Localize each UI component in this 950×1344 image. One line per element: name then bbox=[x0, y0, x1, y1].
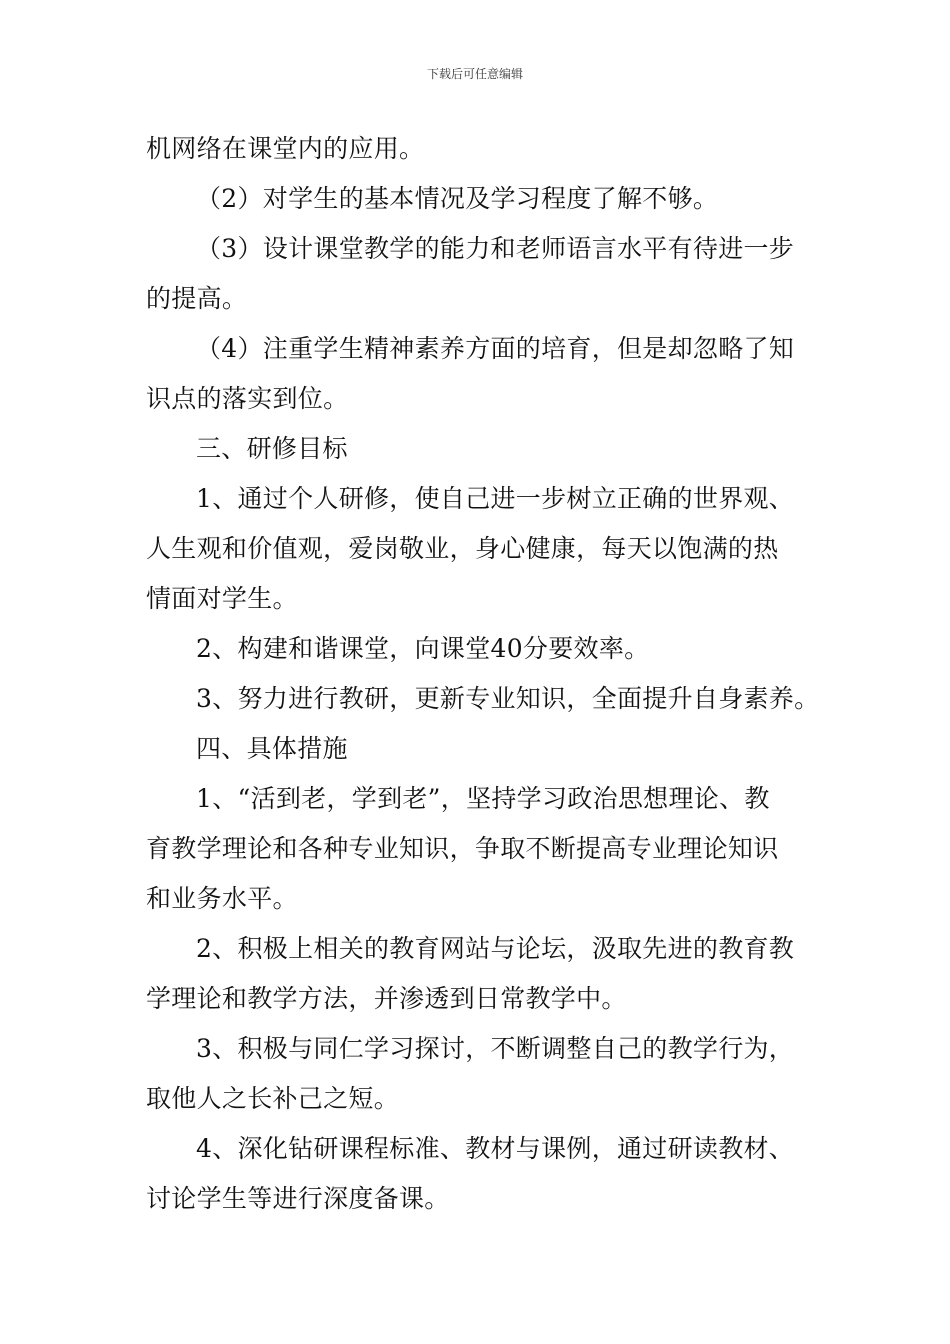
text-line: 学理论和教学方法，并渗透到日常教学中。 bbox=[146, 984, 627, 1013]
document-body bbox=[146, 124, 820, 1224]
text-line: （3）设计课堂教学的能力和老师语言水平有待进一步 bbox=[196, 234, 795, 263]
text-line: 识点的落实到位。 bbox=[146, 384, 349, 413]
text-line: （2）对学生的基本情况及学习程度了解不够。 bbox=[196, 184, 719, 213]
text-line: 1、通过个人研修，使自己进一步树立正确的世界观、 bbox=[196, 484, 795, 513]
section-heading-measures: 四、具体措施 bbox=[196, 734, 348, 763]
text-line: 取他人之长补己之短。 bbox=[146, 1084, 400, 1113]
text-line: 4、深化钻研课程标准、教材与课例，通过研读教材、 bbox=[196, 1134, 795, 1163]
text-line: 和业务水平。 bbox=[146, 884, 298, 913]
text-line: 人生观和价值观，爱岗敬业，身心健康，每天以饱满的热 bbox=[146, 534, 779, 563]
text-line: 机网络在课堂内的应用。 bbox=[146, 134, 425, 163]
text-line: （4）注重学生精神素养方面的培育，但是却忽略了知 bbox=[196, 334, 795, 363]
text-line: 的提高。 bbox=[146, 284, 248, 313]
text-line: 2、积极上相关的教育网站与论坛，汲取先进的教育教 bbox=[196, 934, 795, 963]
text-line: 2、构建和谐课堂，向课堂40分要效率。 bbox=[196, 634, 650, 663]
section-heading-goals: 三、研修目标 bbox=[196, 434, 348, 463]
text-line: 情面对学生。 bbox=[146, 584, 298, 613]
text-line: 3、努力进行教研，更新专业知识，全面提升自身素养。 bbox=[196, 684, 820, 713]
text-line: 讨论学生等进行深度备课。 bbox=[146, 1184, 450, 1213]
text-line: 育教学理论和各种专业知识，争取不断提高专业理论知识 bbox=[146, 834, 779, 863]
text-line: 1、“活到老，学到老”，坚持学习政治思想理论、教 bbox=[196, 784, 770, 813]
text-line: 3、积极与同仁学习探讨，不断调整自己的教学行为， bbox=[196, 1034, 795, 1063]
page-header: 下载后可任意编辑 bbox=[426, 67, 523, 81]
